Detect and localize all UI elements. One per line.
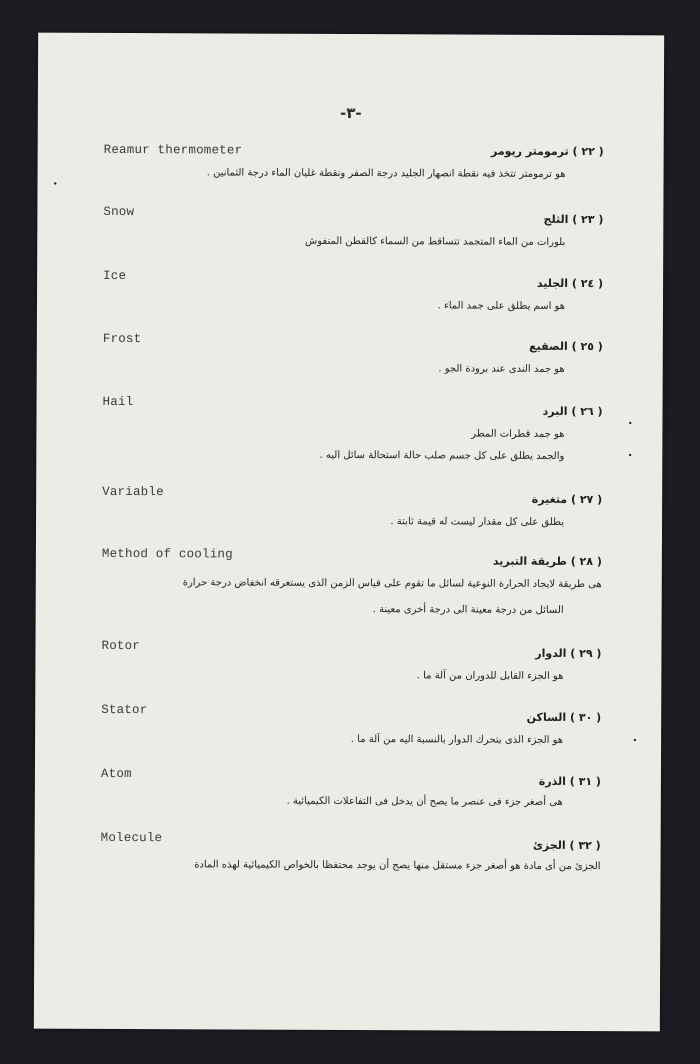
entry-number: ( ٢٥ ) bbox=[571, 339, 603, 354]
arabic-term: الجليد bbox=[536, 276, 569, 290]
definition-line: هو اسم يطلق على جمد الماء . bbox=[437, 300, 566, 312]
definition-line: هو جمد الندى عند برودة الجو . bbox=[438, 363, 565, 375]
english-term: Atom bbox=[100, 766, 132, 782]
definition-line: بلورات من الماء المتجمد تتساقط من السماء كالقطن المنفوش bbox=[305, 235, 566, 248]
arabic-term: طريقة التبريد bbox=[492, 554, 567, 568]
arabic-heading bbox=[491, 145, 604, 158]
glossary-entry bbox=[37, 331, 663, 375]
entry-number: ( ٢٦ ) bbox=[571, 404, 603, 419]
arabic-heading bbox=[543, 405, 603, 418]
glossary-entry bbox=[37, 268, 663, 312]
definition-line: هى طريقة لايجاد الحرارة النوعية لسائل ما تقوم على قياس الزمن الذى يستغرقه انخفاض درجة حرارة bbox=[182, 577, 602, 591]
entry-number: ( ٣٠ ) bbox=[570, 710, 602, 725]
arabic-term: متغيرة bbox=[531, 492, 568, 506]
glossary-entry bbox=[37, 204, 663, 248]
entry-number: ( ٢٣ ) bbox=[572, 212, 604, 227]
entry-number: ( ٢٨ ) bbox=[570, 554, 602, 569]
arabic-heading bbox=[527, 711, 602, 724]
glossary-entry bbox=[36, 638, 662, 682]
definition-line: هو الجزء القابل للدوران من آلة ما . bbox=[416, 670, 564, 682]
arabic-term: الثلج bbox=[543, 212, 569, 226]
entry-number: ( ٣١ ) bbox=[569, 774, 601, 789]
arabic-heading bbox=[533, 839, 601, 852]
entry-number: ( ٢٢ ) bbox=[572, 144, 604, 159]
arabic-heading bbox=[529, 340, 603, 353]
definition-line: يطلق على كل مقدار ليست له قيمة ثابتة . bbox=[390, 516, 565, 528]
arabic-heading bbox=[532, 493, 602, 506]
definition-line: هو جمد قطرات المطر bbox=[471, 428, 565, 440]
english-term: Snow bbox=[103, 204, 135, 220]
arabic-heading bbox=[544, 213, 604, 226]
glossary-entry bbox=[35, 766, 661, 808]
english-term: Frost bbox=[102, 331, 142, 347]
margin-mark: • bbox=[628, 450, 632, 462]
margin-mark: • bbox=[628, 418, 633, 430]
definition-line: والجمد يطلق على كل جسم صلب حالة استحالة سائل اليه . bbox=[319, 449, 565, 462]
glossary-entry bbox=[35, 830, 661, 873]
glossary-entry bbox=[36, 484, 662, 528]
document-page bbox=[34, 33, 664, 1032]
english-term: Reamur thermometer bbox=[103, 142, 243, 158]
arabic-heading bbox=[539, 775, 601, 788]
entry-number: ( ٢٤ ) bbox=[571, 276, 604, 291]
margin-mark: • bbox=[53, 178, 58, 190]
arabic-heading bbox=[535, 647, 601, 660]
english-term: Ice bbox=[103, 268, 127, 284]
arabic-term: الدوار bbox=[535, 646, 567, 660]
entry-number: ( ٢٧ ) bbox=[570, 492, 603, 507]
arabic-term: الذرة bbox=[538, 774, 566, 788]
entry-number: ( ٣٢ ) bbox=[569, 838, 601, 853]
english-term: Method of cooling bbox=[101, 546, 233, 562]
arabic-term: الصقيع bbox=[529, 339, 568, 353]
glossary-entry bbox=[37, 394, 663, 462]
arabic-heading bbox=[537, 277, 603, 290]
glossary-entry bbox=[38, 142, 664, 180]
definition-line: هو الجزء الذى يتحرك الدوار بالنسبة اليه من آلة ما . bbox=[350, 734, 564, 746]
english-term: Molecule bbox=[100, 830, 163, 846]
page-number: -٣- bbox=[339, 103, 362, 123]
arabic-term: الجزئ bbox=[532, 838, 566, 852]
definition-line: هى أصغر جزء فى عنصر ما يصح أن يدخل فى التفاعلات الكيميائية . bbox=[286, 795, 563, 808]
margin-mark: • bbox=[633, 735, 637, 747]
definition-line: هو ترمومتر تتخذ فيه نقطة انصهار الجليد درجة الصفر ونقطة غليان الماء درجة الثمانين . bbox=[206, 167, 566, 180]
english-term: Variable bbox=[102, 484, 164, 500]
glossary-entry bbox=[35, 702, 661, 746]
entry-number: ( ٢٩ ) bbox=[570, 646, 602, 661]
arabic-term: البرد bbox=[542, 404, 568, 418]
definition-line: الجزئ من أى مادة هو أصغر جزء مستقل منها يصح أن يوجد محتفظا بالخواص الكيميائية لهذه المادة bbox=[194, 859, 601, 873]
arabic-term: الساكن bbox=[526, 710, 567, 724]
definition-line: السائل من درجة معينة الى درجة أخرى معينة . bbox=[372, 604, 564, 616]
arabic-heading bbox=[493, 555, 602, 568]
english-term: Stator bbox=[101, 702, 148, 718]
glossary-entry bbox=[36, 546, 662, 616]
arabic-term: ترمومتر ريومر bbox=[490, 144, 569, 158]
english-term: Rotor bbox=[101, 638, 141, 654]
english-term: Hail bbox=[102, 394, 134, 410]
